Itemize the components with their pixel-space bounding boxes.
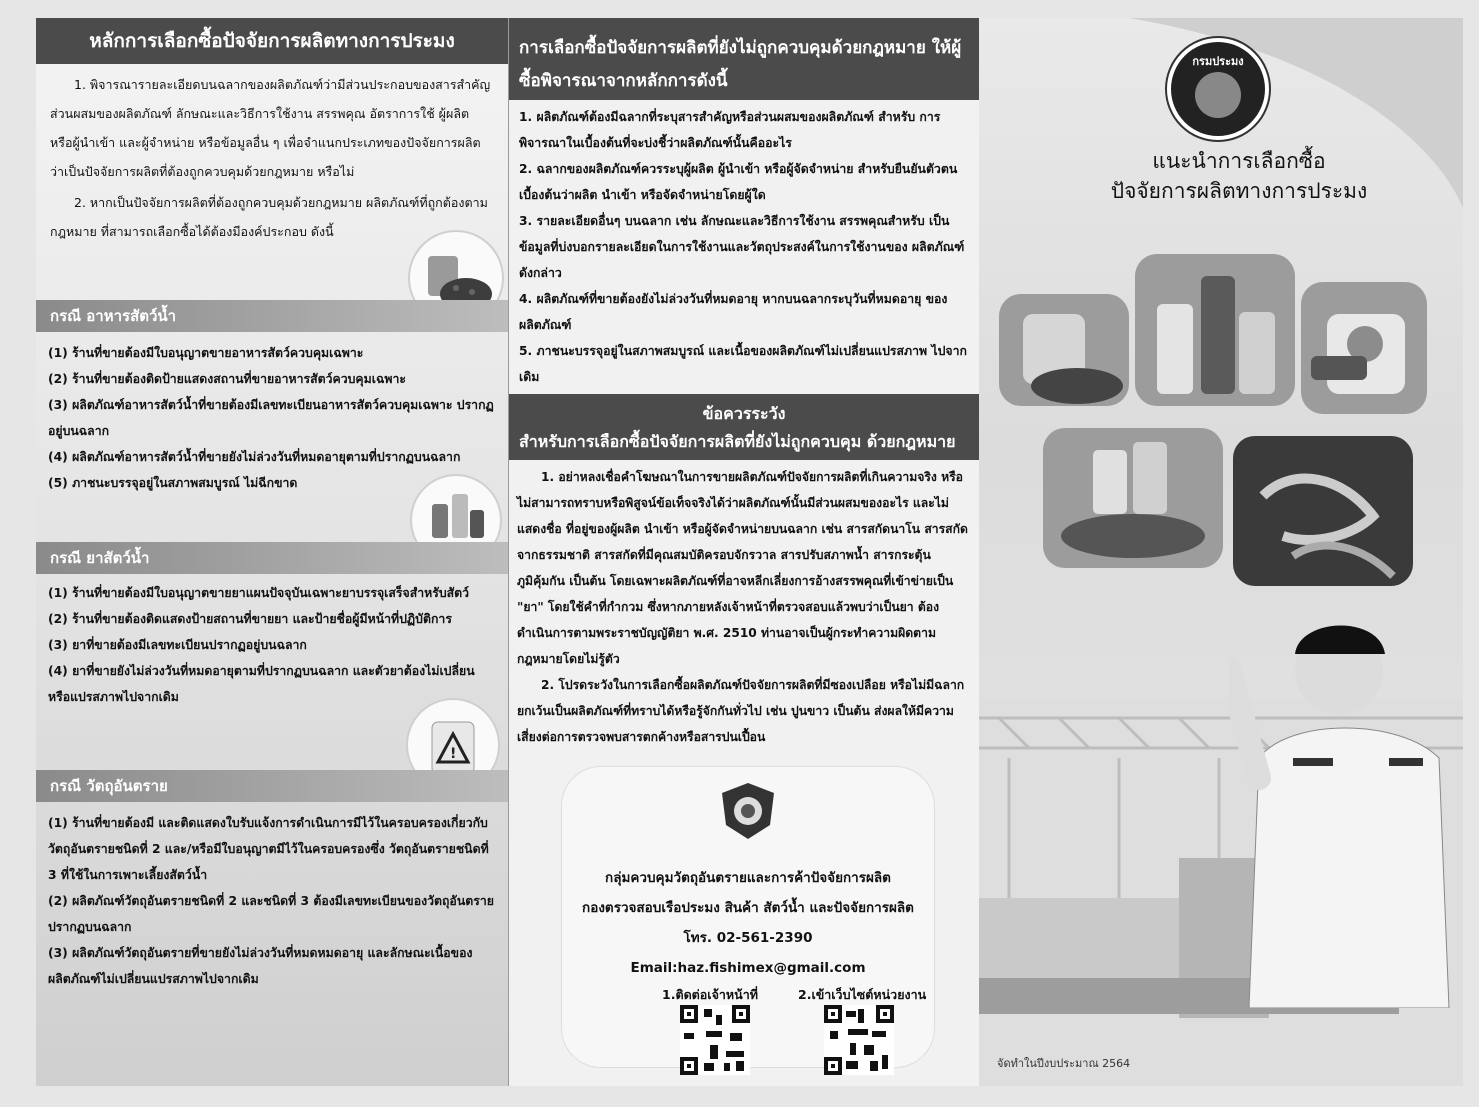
hazard-list <box>48 810 494 992</box>
cover-panel <box>979 18 1463 1086</box>
drug-heading: กรณี ยาสัตว์น้ำ <box>36 542 508 574</box>
middle-panel <box>508 18 980 1086</box>
contact-line-1: กลุ่มควบคุมวัตถุอันตรายและการค้าปัจจัยการผลิต <box>605 870 891 886</box>
caution-paragraph-2: 2. โปรดระวังในการเลือกซื้อผลิตภัณฑ์ปัจจัยการผลิตที่มีซองเปลือย หรือไม่มีฉลาก ยกเว้นเป็นผลิตภัณฑ์ที่ทราบได้หรือรู้จักกันทั่วไป เช่น ปูนขาว เป็นต้น ส่งผลให้มีความเสี่ยงต่อการตรวจพบสารตกค้างหรือสารปนเปื้อน <box>517 678 965 744</box>
qr-code-website[interactable] <box>824 1005 894 1075</box>
contact-email[interactable]: Email:haz.fishimex@gmail.com <box>630 960 866 976</box>
left-panel-title: หลักการเลือกซื้อปัจจัยการผลิตทางการประมง <box>36 18 508 64</box>
caution-subtitle: สำหรับการเลือกซื้อปัจจัยการผลิตที่ยังไม่ถูกควบคุม ด้วยกฎหมาย <box>519 432 956 451</box>
caution-header <box>509 394 979 460</box>
feed-sack-image <box>999 294 1129 406</box>
seal-text: กรมประมง <box>1192 55 1244 68</box>
list-item: (2) ผลิตภัณฑ์วัตถุอันตรายชนิดที่ 2 และชนิดที่ 3 ต้องมีเลขทะเบียนของวัตถุอันตราย ปรากฏบนฉลาก <box>48 894 494 934</box>
bottles-image <box>1135 254 1295 406</box>
caution-title: ข้อควรระวัง <box>702 404 786 423</box>
cover-title <box>1039 146 1439 206</box>
feed-heading: กรณี อาหารสัตว์น้ำ <box>36 300 508 332</box>
cover-title-line-1: แนะนำการเลือกซื้อ <box>1152 149 1326 173</box>
caution-body <box>509 460 979 750</box>
list-item: 4. ผลิตภัณฑ์ที่ขายต้องยังไม่ล่วงวันที่หมดอายุ หากบนฉลากระบุวันที่หมดอายุ ของผลิตภัณฑ์ <box>519 292 948 332</box>
list-item: (1) ร้านที่ขายต้องมีใบอนุญาตขายอาหารสัตว์ควบคุมเฉพาะ <box>48 346 364 360</box>
list-item: (3) ผลิตภัณฑ์อาหารสัตว์น้ำที่ขายต้องมีเลขทะเบียนอาหารสัตว์ควบคุมเฉพาะ ปรากฏอยู่บนฉลาก <box>48 398 494 438</box>
list-item: 1. ผลิตภัณฑ์ต้องมีฉลากที่ระบุสารสำคัญหรือส่วนผสมของผลิตภัณฑ์ สำหรับ การพิจารณาในเบื้องต้นที่จะบ่งชี้ว่าผลิตภัณฑ์นั้นคืออะไร <box>519 110 941 150</box>
intro-paragraph-1: 1. พิจารณารายละเอียดบนฉลากของผลิตภัณฑ์ว่ามีส่วนประกอบของสารสำคัญ ส่วนผสมของผลิตภัณฑ์ ลักษณะและวิธีการใช้งาน สรรพคุณ อัตราการใช้ ผู้ผลิต หรือผู้นำเข้า และผู้จำหน่าย หรือข้อมูลอื่น ๆ เพื่อจำแนกประเภทของปัจจัยการผลิต ว่าเป็นปัจจัยการผลิตที่ต้องถูกควบคุมด้วยกฎหมาย หรือไม่ <box>50 77 491 179</box>
qr1-label: 1.ติดต่อเจ้าหน้าที่ <box>662 987 758 1002</box>
selection-list <box>509 100 979 394</box>
list-item: (3) ผลิตภัณฑ์วัตถุอันตรายที่ขายยังไม่ล่วงวันที่หมดหมดอายุ และลักษณะเนื้อของ ผลิตภัณฑ์ไม่เปลี่ยนแปรสภาพไปจากเดิม <box>48 946 473 986</box>
drug-list <box>48 580 494 710</box>
officer-illustration <box>1229 608 1459 1008</box>
list-item: (1) ร้านที่ขายต้องมี และติดแสดงใบรับแจ้งการดำเนินการมีไว้ในครอบครองเกี่ยวกับ วัตถุอันตรายชนิดที่ 2 และ/หรือมีใบอนุญาตมีไว้ในครอบครองซึ่ง วัตถุอันตรายชนิดที่ 3 ที่ใช้ในการเพาะเลี้ยงสัตว์น้ำ <box>48 816 489 882</box>
svg-text:!: ! <box>450 746 457 762</box>
department-seal-icon <box>1167 38 1269 140</box>
list-item: (2) ร้านที่ขายต้องติดแสดงป้ายสถานที่ขายยา และป้ายชื่อผู้มีหน้าที่ปฏิบัติการ <box>48 612 452 626</box>
fishery-inspection-logo <box>718 781 778 841</box>
pellets-image <box>1043 428 1223 568</box>
list-item: (4) ยาที่ขายยังไม่ล่วงวันที่หมดอายุตามที่ปรากฏบนฉลาก และตัวยาต้องไม่เปลี่ยน หรือแปรสภาพไปจากเดิม <box>48 664 475 704</box>
list-item: 2. ฉลากของผลิตภัณฑ์ควรระบุผู้ผลิต ผู้นำเข้า หรือผู้จัดจำหน่าย สำหรับยืนยันตัวตน เบื้องต้นว่าผลิต นำเข้า หรือจัดจำหน่ายโดยผู้ใด <box>519 162 958 202</box>
contact-card <box>561 766 935 1068</box>
list-item: (4) ผลิตภัณฑ์อาหารสัตว์น้ำที่ขายยังไม่ล่วงวันที่หมดอายุตามที่ปรากฏบนฉลาก <box>48 450 461 464</box>
contact-line-2: กองตรวจสอบเรือประมง สินค้า สัตว์น้ำ และปัจจัยการผลิต <box>582 900 914 916</box>
contact-phone: โทร. 02-561-2390 <box>683 930 813 946</box>
list-item: (5) ภาชนะบรรจุอยู่ในสภาพสมบูรณ์ ไม่ฉีกขาด <box>48 476 298 490</box>
list-item: (3) ยาที่ขายต้องมีเลขทะเบียนปรากฏอยู่บนฉลาก <box>48 638 307 652</box>
mixer-machine-image <box>1301 282 1427 414</box>
hazard-heading: กรณี วัตถุอันตราย <box>36 770 508 802</box>
list-item: (2) ร้านที่ขายต้องติดป้ายแสดงสถานที่ขายอาหารสัตว์ควบคุมเฉพาะ <box>48 372 406 386</box>
qr-code-contact[interactable] <box>680 1005 750 1075</box>
qr2-label: 2.เข้าเว็บไซต์หน่วยงาน <box>798 987 927 1002</box>
middle-panel-title: การเลือกซื้อปัจจัยการผลิตที่ยังไม่ถูกควบคุมด้วยกฎหมาย ให้ผู้ซื้อพิจารณาจากหลักการดังนี้ <box>509 18 979 100</box>
intro-paragraph-2: 2. หากเป็นปัจจัยการผลิตที่ต้องถูกควบคุมด้วยกฎหมาย ผลิตภัณฑ์ที่ถูกต้องตามกฎหมาย ที่สามารถเลือกซื้อได้ต้องมีองค์ประกอบ ดังนี้ <box>50 195 488 239</box>
list-item: 5. ภาชนะบรรจุอยู่ในสภาพสมบูรณ์ และเนื้อของผลิตภัณฑ์ไม่เปลี่ยนแปรสภาพ ไปจากเดิม <box>519 344 967 384</box>
shrimp-icon <box>1233 436 1413 586</box>
budget-year-footer: จัดทำในปีงบประมาณ 2564 <box>997 1057 1131 1070</box>
left-panel <box>36 18 508 1086</box>
caution-paragraph-1: 1. อย่าหลงเชื่อคำโฆษณาในการขายผลิตภัณฑ์ปัจจัยการผลิตที่เกินความจริง หรือไม่สามารถทราบหรือพิสูจน์ข้อเท็จจริงได้ว่าผลิตภัณฑ์นั้นมีส่วนผสมของอะไร และไม่แสดงชื่อ ที่อยู่ของผู้ผลิต นำเข้า หรือผู้จัดจำหน่ายบนฉลาก เช่น สารสกัดนาโน สารสกัดจากธรรมชาติ สารสกัดที่มีคุณสมบัติครอบจักรวาล สารปรับสภาพน้ำ สารกระตุ้นภูมิคุ้มกัน เป็นต้น โดยเฉพาะผลิตภัณฑ์ที่อาจหลีกเลี่ยงการอ้างสรรพคุณที่เข้าข่ายเป็น "ยา" โดยใช้คำที่กำกวม ซึ่งหากภายหลังเจ้าหน้าที่ตรวจสอบแล้วพบว่าเป็นยา ต้องดำเนินการตามพระราชบัญญัติยา พ.ศ. 2510 ท่านอาจเป็นผู้กระทำความผิดตามกฎหมายโดยไม่รู้ตัว <box>517 470 968 666</box>
cover-title-line-2: ปัจจัยการผลิตทางการประมง <box>1110 179 1368 203</box>
list-item: (1) ร้านที่ขายต้องมีใบอนุญาตขายยาแผนปัจจุบันเฉพาะยาบรรจุเสร็จสำหรับสัตว์ <box>48 586 470 600</box>
list-item: 3. รายละเอียดอื่นๆ บนฉลาก เช่น ลักษณะและวิธีการใช้งาน สรรพคุณสำหรับ เป็นข้อมูลที่บ่งบอกรายละเอียดในการใช้งานและวัตถุประสงค์ในการใช้งานของ ผลิตภัณฑ์ดังกล่าว <box>519 214 965 280</box>
feed-list <box>48 340 494 496</box>
